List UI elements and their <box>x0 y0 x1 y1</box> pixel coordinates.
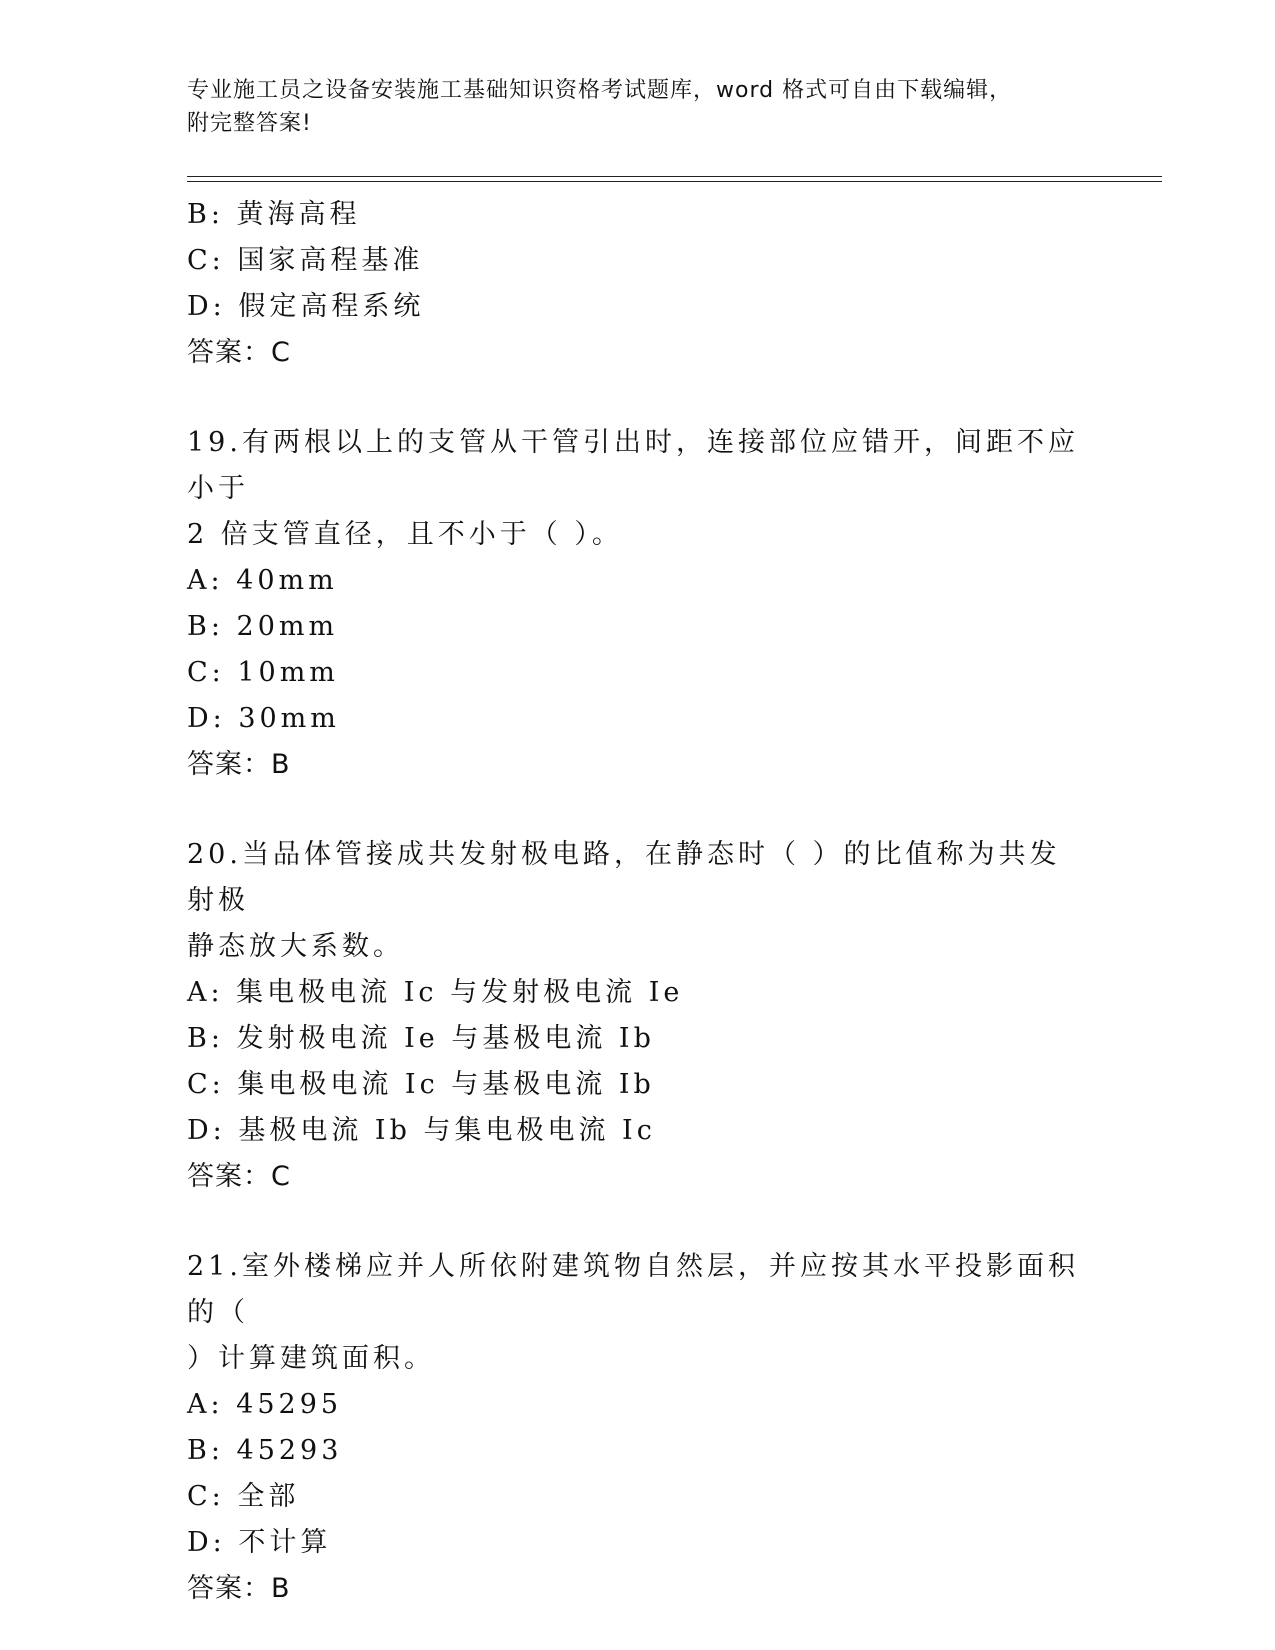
option-d: D: 基极电流 Ib 与集电极电流 Ic <box>187 1115 656 1146</box>
question-stem-line-2: ）计算建筑面积。 <box>187 1343 435 1374</box>
answer-line: 答案：C <box>187 337 291 368</box>
option-b: B: 45293 <box>187 1435 343 1466</box>
option-c: C: 集电极电流 Ic 与基极电流 Ib <box>187 1069 655 1100</box>
option-d: D: 假定高程系统 <box>187 291 425 322</box>
question-20 <box>187 832 1087 1200</box>
option-b: B: 黄海高程 <box>187 199 361 230</box>
header-line-1: 专业施工员之设备安装施工基础知识资格考试题库，word 格式可自由下载编辑， <box>187 78 1013 103</box>
option-c: C: 10mm <box>187 657 339 688</box>
answer-line: 答案：B <box>187 1573 291 1604</box>
header-rule-top <box>187 176 1162 177</box>
option-d: D: 不计算 <box>187 1527 332 1558</box>
option-a: A: 40mm <box>187 565 338 596</box>
question-stem-line-2: 静态放大系数。 <box>187 931 404 962</box>
answer-line: 答案：B <box>187 749 291 780</box>
option-a: A: 集电极电流 Ic 与发射极电流 Ie <box>187 977 684 1008</box>
header-line-2: 附完整答案! <box>187 111 312 136</box>
question-stem-line-1: 21.室外楼梯应并人所依附建筑物自然层，并应按其水平投影面积的（ <box>187 1251 1079 1328</box>
header-rule-bottom <box>187 181 1162 182</box>
document-body <box>187 192 1087 1612</box>
document-header <box>187 74 1087 140</box>
question-stem-line-1: 20.当品体管接成共发射极电路，在静态时（ ）的比值称为共发射极 <box>187 839 1061 916</box>
question-21 <box>187 1244 1087 1612</box>
previous-question-tail <box>187 192 1087 376</box>
option-b: B: 发射极电流 Ie 与基极电流 Ib <box>187 1023 655 1054</box>
option-c: C: 全部 <box>187 1481 300 1512</box>
answer-line: 答案：C <box>187 1161 291 1192</box>
option-d: D: 30mm <box>187 703 340 734</box>
option-c: C: 国家高程基准 <box>187 245 424 276</box>
option-b: B: 20mm <box>187 611 339 642</box>
question-19 <box>187 420 1087 788</box>
question-stem-line-1: 19.有两根以上的支管从干管引出时，连接部位应错开，间距不应小于 <box>187 427 1079 504</box>
option-a: A: 45295 <box>187 1389 343 1420</box>
question-stem-line-2: 2 倍支管直径，且不小于（ ）。 <box>187 519 623 550</box>
